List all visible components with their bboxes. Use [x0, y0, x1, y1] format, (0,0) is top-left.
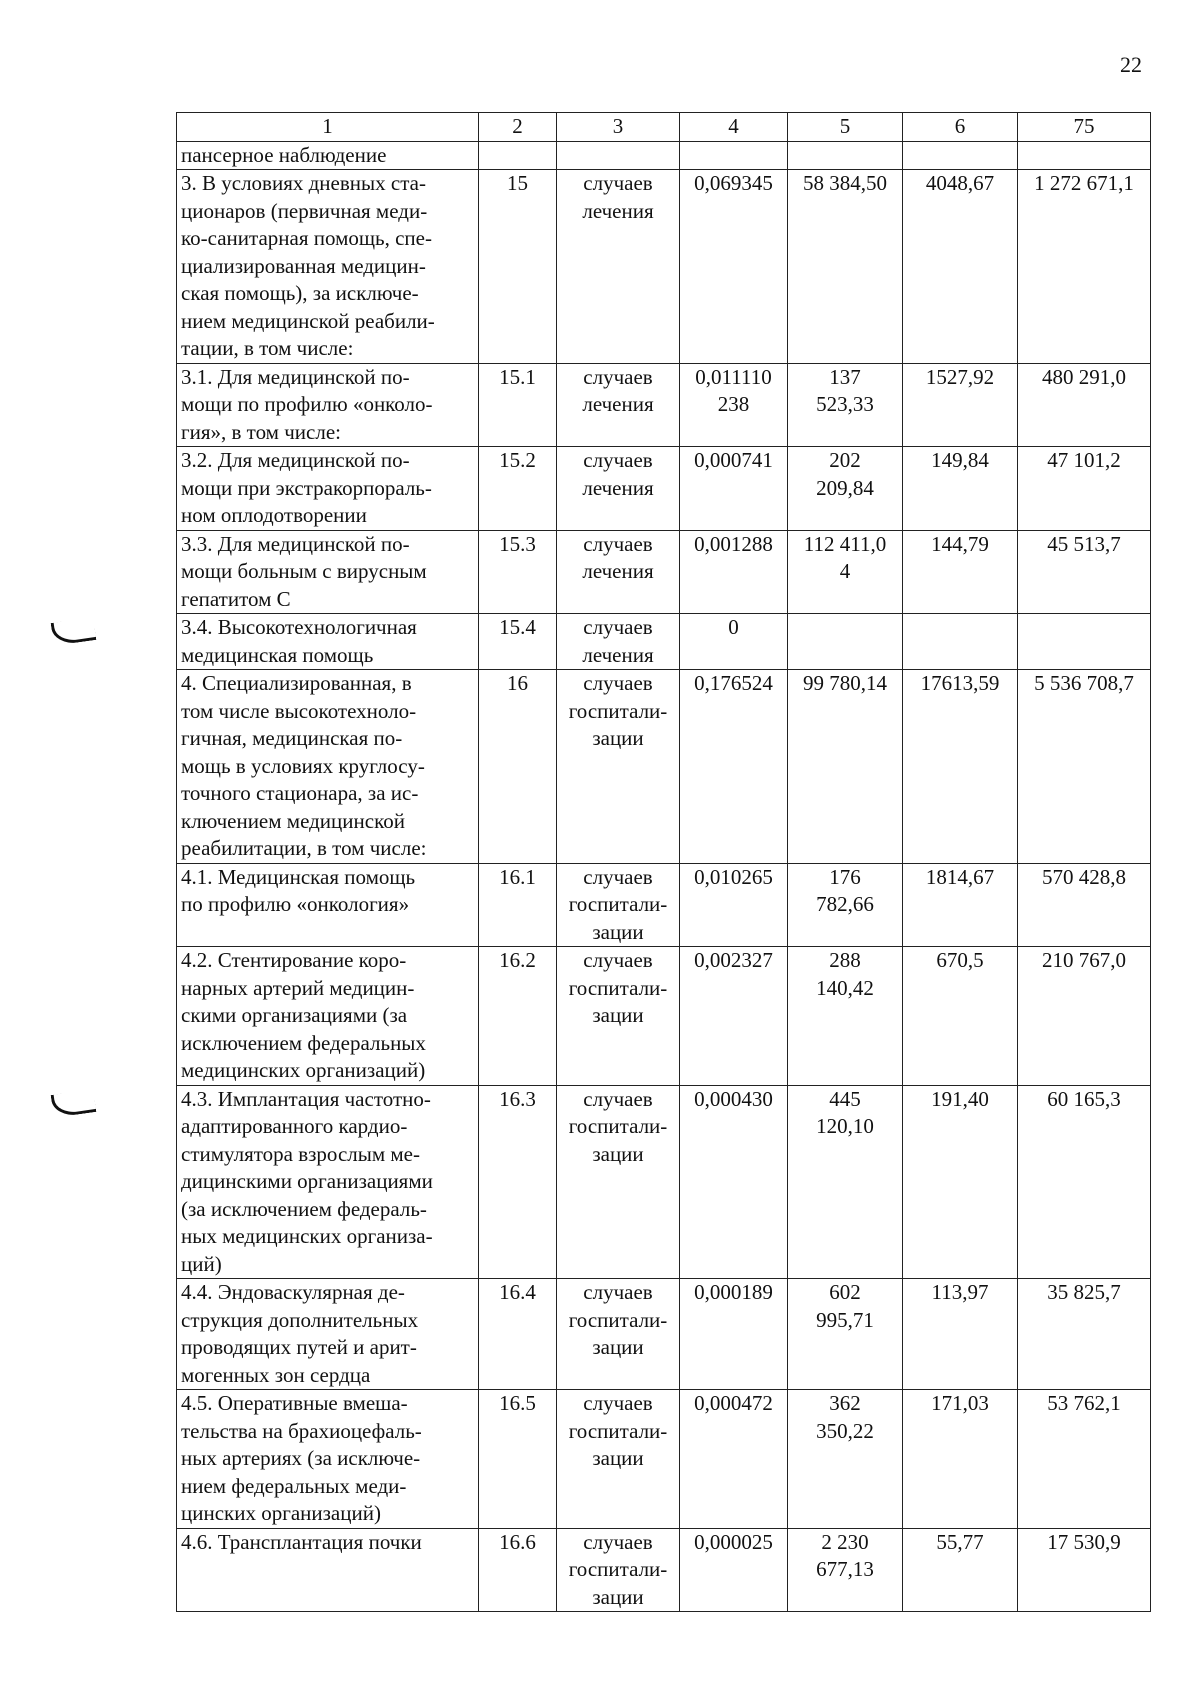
row-name-cell: 4.1. Медицинская помощь по профилю «онкология»	[177, 863, 479, 947]
row-name-cell: 4.3. Имплантация частотно- адаптированного кардио- стимулятора взрослым ме- дицинскими организациями (за исключением федераль- ных медицинских организа- ций)	[177, 1085, 479, 1279]
empty-cell	[1018, 141, 1151, 170]
row-code-cell: 16	[479, 670, 557, 864]
row-unit-cell: случаев госпитали- зации	[557, 1085, 680, 1279]
table-row-continuation	[177, 141, 1151, 170]
row-code-cell: 15.2	[479, 447, 557, 531]
row-name-cell: 4.2. Стентирование коро- нарных артерий медицин- скими организациями (за исключением федеральных медицинских организаций)	[177, 947, 479, 1086]
row-unit-cell: случаев госпитали- зации	[557, 1528, 680, 1612]
row-name-cell: 3.3. Для медицинской по- мощи больным с вирусным гепатитом С	[177, 530, 479, 614]
row-per-capita-cell: 55,77	[903, 1528, 1018, 1612]
row-per-capita-cell	[903, 614, 1018, 670]
margin-bracket-mark	[51, 617, 97, 646]
row-code-cell: 16.6	[479, 1528, 557, 1612]
data-table	[176, 112, 1151, 1612]
row-total-cell: 210 767,0	[1018, 947, 1151, 1086]
table-row	[177, 170, 1151, 364]
row-total-cell: 5 536 708,7	[1018, 670, 1151, 864]
row-unit-cell: случаев госпитали- зации	[557, 863, 680, 947]
row-unit-cell: случаев госпитали- зации	[557, 1390, 680, 1529]
table-row	[177, 1085, 1151, 1279]
table-row	[177, 947, 1151, 1086]
row-code-cell: 15.3	[479, 530, 557, 614]
row-unit-cell: случаев лечения	[557, 170, 680, 364]
empty-cell	[479, 141, 557, 170]
row-cost-cell	[788, 614, 903, 670]
row-unit-cell: случаев лечения	[557, 363, 680, 447]
row-name-cell: 3.1. Для медицинской по- мощи по профилю «онколо- гия», в том числе:	[177, 363, 479, 447]
row-name-cell: 3.2. Для медицинской по- мощи при экстракорпораль- ном оплодотворении	[177, 447, 479, 531]
row-cost-cell: 112 411,0 4	[788, 530, 903, 614]
row-rate-cell: 0,000025	[680, 1528, 788, 1612]
row-total-cell: 1 272 671,1	[1018, 170, 1151, 364]
row-unit-cell: случаев госпитали- зации	[557, 670, 680, 864]
header-cell: 3	[557, 113, 680, 142]
row-name-cell: 3.4. Высокотехнологичная медицинская помощь	[177, 614, 479, 670]
row-rate-cell: 0,000189	[680, 1279, 788, 1390]
table-row	[177, 1528, 1151, 1612]
row-cost-cell: 2 230 677,13	[788, 1528, 903, 1612]
row-code-cell: 15	[479, 170, 557, 364]
row-total-cell: 35 825,7	[1018, 1279, 1151, 1390]
row-total-cell: 53 762,1	[1018, 1390, 1151, 1529]
row-unit-cell: случаев госпитали- зации	[557, 1279, 680, 1390]
row-per-capita-cell: 1527,92	[903, 363, 1018, 447]
row-total-cell: 60 165,3	[1018, 1085, 1151, 1279]
row-per-capita-cell: 171,03	[903, 1390, 1018, 1529]
row-code-cell: 16.5	[479, 1390, 557, 1529]
row-per-capita-cell: 4048,67	[903, 170, 1018, 364]
table-row	[177, 1279, 1151, 1390]
page-number: 22	[1120, 52, 1142, 77]
row-rate-cell: 0,176524	[680, 670, 788, 864]
row-total-cell	[1018, 614, 1151, 670]
table-header-row	[177, 113, 1151, 142]
row-unit-cell: случаев лечения	[557, 614, 680, 670]
row-name-cell: 4.6. Трансплантация почки	[177, 1528, 479, 1612]
row-total-cell: 17 530,9	[1018, 1528, 1151, 1612]
header-cell: 5	[788, 113, 903, 142]
row-rate-cell: 0,000430	[680, 1085, 788, 1279]
row-per-capita-cell: 191,40	[903, 1085, 1018, 1279]
row-code-cell: 16.3	[479, 1085, 557, 1279]
table-row	[177, 863, 1151, 947]
row-per-capita-cell: 17613,59	[903, 670, 1018, 864]
table-row	[177, 1390, 1151, 1529]
row-rate-cell: 0,069345	[680, 170, 788, 364]
row-cost-cell: 99 780,14	[788, 670, 903, 864]
row-cost-cell: 58 384,50	[788, 170, 903, 364]
row-cost-cell: 445 120,10	[788, 1085, 903, 1279]
row-name-cell: 4.5. Оперативные вмеша- тельства на брахиоцефаль- ных артериях (за исключе- нием федеральных меди- цинских организаций)	[177, 1390, 479, 1529]
row-cost-cell: 202 209,84	[788, 447, 903, 531]
row-total-cell: 570 428,8	[1018, 863, 1151, 947]
header-cell: 75	[1018, 113, 1151, 142]
row-per-capita-cell: 149,84	[903, 447, 1018, 531]
row-code-cell: 15.4	[479, 614, 557, 670]
row-name-cell: 3. В условиях дневных ста- ционаров (первичная меди- ко-санитарная помощь, спе- циализированная медицин- ская помощь), за исключе- нием медицинской реабили- тации, в том числе:	[177, 170, 479, 364]
row-total-cell: 45 513,7	[1018, 530, 1151, 614]
row-code-cell: 15.1	[479, 363, 557, 447]
row-per-capita-cell: 113,97	[903, 1279, 1018, 1390]
header-cell: 4	[680, 113, 788, 142]
row-code-cell: 16.4	[479, 1279, 557, 1390]
row-cost-cell: 176 782,66	[788, 863, 903, 947]
row-unit-cell: случаев лечения	[557, 530, 680, 614]
table-row	[177, 363, 1151, 447]
row-name-cell: 4.4. Эндоваскулярная де- струкция дополнительных проводящих путей и арит- могенных зон сердца	[177, 1279, 479, 1390]
row-unit-cell: случаев госпитали- зации	[557, 947, 680, 1086]
row-rate-cell: 0,000741	[680, 447, 788, 531]
row-cost-cell: 288 140,42	[788, 947, 903, 1086]
row-unit-cell: случаев лечения	[557, 447, 680, 531]
empty-cell	[557, 141, 680, 170]
row-name-cell: пансерное наблюдение	[177, 141, 479, 170]
row-total-cell: 47 101,2	[1018, 447, 1151, 531]
table-row	[177, 447, 1151, 531]
header-cell: 1	[177, 113, 479, 142]
row-per-capita-cell: 144,79	[903, 530, 1018, 614]
empty-cell	[903, 141, 1018, 170]
row-rate-cell: 0,002327	[680, 947, 788, 1086]
row-per-capita-cell: 670,5	[903, 947, 1018, 1086]
row-cost-cell: 602 995,71	[788, 1279, 903, 1390]
header-cell: 2	[479, 113, 557, 142]
row-rate-cell: 0,010265	[680, 863, 788, 947]
row-total-cell: 480 291,0	[1018, 363, 1151, 447]
table-row	[177, 530, 1151, 614]
header-cell: 6	[903, 113, 1018, 142]
empty-cell	[680, 141, 788, 170]
table-row	[177, 670, 1151, 864]
empty-cell	[788, 141, 903, 170]
row-name-cell: 4. Специализированная, в том числе высокотехноло- гичная, медицинская по- мощь в условиях круглосу- точного стационара, за ис- ключением медицинской реабилитации, в том числе:	[177, 670, 479, 864]
row-code-cell: 16.1	[479, 863, 557, 947]
table-row	[177, 614, 1151, 670]
row-rate-cell: 0,000472	[680, 1390, 788, 1529]
row-per-capita-cell: 1814,67	[903, 863, 1018, 947]
row-cost-cell: 362 350,22	[788, 1390, 903, 1529]
row-code-cell: 16.2	[479, 947, 557, 1086]
row-cost-cell: 137 523,33	[788, 363, 903, 447]
row-rate-cell: 0,001288	[680, 530, 788, 614]
row-rate-cell: 0	[680, 614, 788, 670]
row-rate-cell: 0,011110 238	[680, 363, 788, 447]
margin-bracket-mark	[51, 1089, 97, 1118]
